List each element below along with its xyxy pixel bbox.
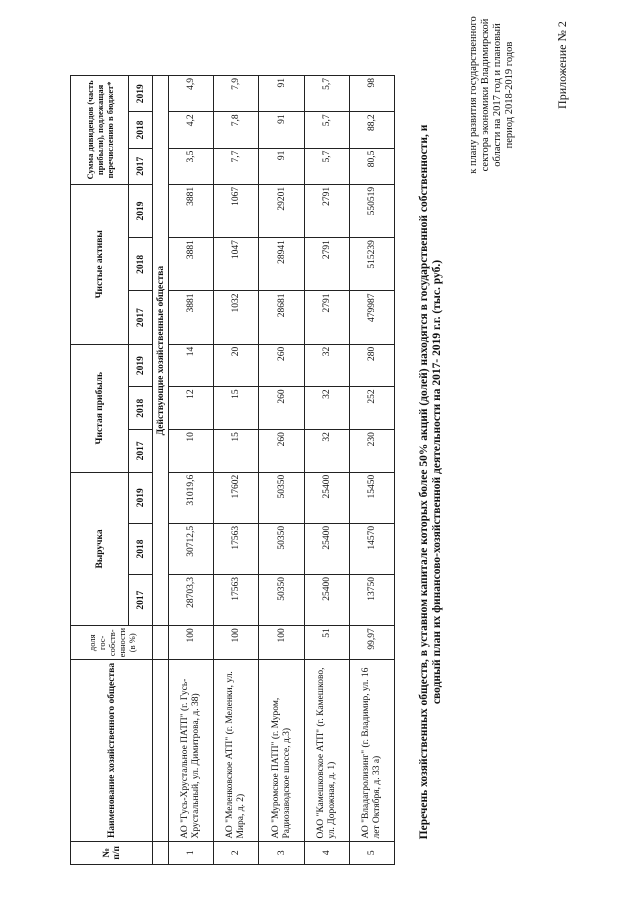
table-row [169, 76, 214, 865]
profit-value: 260 [259, 430, 304, 473]
revenue-value: 14570 [349, 523, 394, 574]
profit-value: 32 [304, 430, 349, 473]
net-assets-value: 1067 [214, 184, 259, 237]
net-assets-value: 479987 [349, 291, 394, 344]
state-share: 51 [304, 626, 349, 660]
net-assets-value: 3881 [169, 291, 214, 344]
state-share: 100 [214, 626, 259, 660]
table-row [349, 76, 394, 865]
year-div-2019: 2019 [129, 76, 153, 112]
profit-value: 12 [169, 387, 214, 430]
section-cell-empty [153, 660, 169, 841]
year-div-2017: 2017 [129, 148, 153, 184]
title-line-2: сводный план их финансово-хозяйственной деятельности на 2017- 2019 г.г. (тыс. руб.) [431, 259, 443, 705]
net-assets-value: 3881 [169, 238, 214, 291]
net-assets-value: 2791 [304, 238, 349, 291]
state-share: 100 [169, 626, 214, 660]
net-assets-value: 3881 [169, 184, 214, 237]
appendix-label: Приложение № 2 [555, 21, 569, 109]
year-revenue-2018: 2018 [129, 523, 153, 574]
revenue-value: 31019,6 [169, 472, 214, 523]
revenue-value: 17563 [214, 523, 259, 574]
header-profit: Чистая прибыль [71, 344, 129, 472]
profit-value: 20 [214, 344, 259, 387]
net-assets-value: 29201 [259, 184, 304, 237]
net-assets-value: 1032 [214, 291, 259, 344]
year-div-2018: 2018 [129, 112, 153, 148]
revenue-value: 25400 [304, 575, 349, 626]
revenue-value: 25400 [304, 472, 349, 523]
revenue-value: 17563 [214, 575, 259, 626]
section-title: Действующие хозяйственные общества [153, 76, 169, 626]
section-cell-empty [153, 841, 169, 864]
net-assets-value: 2791 [304, 184, 349, 237]
revenue-value: 28703,3 [169, 575, 214, 626]
dividend-value: 4,9 [169, 76, 214, 112]
header-assets: Чистые активы [71, 184, 129, 344]
net-assets-value: 1047 [214, 238, 259, 291]
companies-table [70, 75, 395, 865]
table-row [214, 76, 259, 865]
profit-value: 260 [259, 387, 304, 430]
year-profit-2018: 2018 [129, 387, 153, 430]
header-revenue: Выручка [71, 472, 129, 626]
revenue-value: 50350 [259, 575, 304, 626]
dividend-value: 80,5 [349, 148, 394, 184]
header-name: Наименование хозяйственного общества [71, 660, 153, 841]
row-number: 4 [304, 841, 349, 864]
company-name: АО "Владагролизинг" (г. Владимир, ул. 16 лет Октября, д. 33 а) [349, 660, 394, 841]
revenue-value: 13750 [349, 575, 394, 626]
profit-value: 260 [259, 344, 304, 387]
profit-value: 230 [349, 430, 394, 473]
dividend-value: 3,5 [169, 148, 214, 184]
revenue-value: 15450 [349, 472, 394, 523]
revenue-value: 25400 [304, 523, 349, 574]
dividend-value: 91 [259, 148, 304, 184]
dividend-value: 88,2 [349, 112, 394, 148]
year-assets-2019: 2019 [129, 184, 153, 237]
dividend-value: 7,8 [214, 112, 259, 148]
section-row [153, 76, 169, 865]
state-share: 100 [259, 626, 304, 660]
year-assets-2018: 2018 [129, 238, 153, 291]
company-name: ОАО "Камешковское АТП" (г. Камешково, ул. Дорожная, д. 1) [304, 660, 349, 841]
document-title [418, 67, 444, 897]
revenue-value: 17602 [214, 472, 259, 523]
dividend-value: 91 [259, 112, 304, 148]
dividend-value: 7,9 [214, 76, 259, 112]
row-number: 5 [349, 841, 394, 864]
section-cell-empty [153, 626, 169, 660]
appendix-subtitle: к плану развития государственного сектора экономики Владимирской области на 2017 год и плановый период 2018-2019 годов [468, 16, 515, 174]
profit-value: 32 [304, 387, 349, 430]
year-profit-2019: 2019 [129, 344, 153, 387]
profit-value: 252 [349, 387, 394, 430]
dividend-value: 91 [259, 76, 304, 112]
revenue-value: 50350 [259, 472, 304, 523]
revenue-value: 30712,5 [169, 523, 214, 574]
year-profit-2017: 2017 [129, 430, 153, 473]
table-row [259, 76, 304, 865]
net-assets-value: 28941 [259, 238, 304, 291]
profit-value: 15 [214, 430, 259, 473]
header-num: № п/п [71, 841, 153, 864]
header-row-1 [71, 76, 129, 865]
header-dividends: Сумма дивидендов (часть прибыли), подлежащая перечислению в бюджет* [71, 76, 129, 185]
revenue-value: 50350 [259, 523, 304, 574]
company-name: АО "Гусь-Хрустальное ПАТП" (г. Гусь-Хрустальный, ул. Димитрова, д. 38) [169, 660, 214, 841]
profit-value: 280 [349, 344, 394, 387]
profit-value: 32 [304, 344, 349, 387]
title-line-1: Перечень хозяйственных обществ, в уставном капитале которых более 50% акций (долей) находятся в государственной собственности, и [418, 124, 430, 840]
year-assets-2017: 2017 [129, 291, 153, 344]
net-assets-value: 28681 [259, 291, 304, 344]
row-number: 3 [259, 841, 304, 864]
company-name: АО "Муромское ПАТП" (г. Муром, Радиозаводское шоссе, д.3) [259, 660, 304, 841]
year-revenue-2017: 2017 [129, 575, 153, 626]
profit-value: 14 [169, 344, 214, 387]
dividend-value: 5,7 [304, 112, 349, 148]
dividend-value: 5,7 [304, 76, 349, 112]
table-row [304, 76, 349, 865]
dividend-value: 4,2 [169, 112, 214, 148]
row-number: 2 [214, 841, 259, 864]
table-body [169, 76, 395, 865]
dividend-value: 7,7 [214, 148, 259, 184]
year-revenue-2019: 2019 [129, 472, 153, 523]
net-assets-value: 550519 [349, 184, 394, 237]
state-share: 99,97 [349, 626, 394, 660]
company-name: АО "Меленковское АТП" (г. Меленки, ул. Мира, д. 2) [214, 660, 259, 841]
profit-value: 15 [214, 387, 259, 430]
net-assets-value: 515239 [349, 238, 394, 291]
net-assets-value: 2791 [304, 291, 349, 344]
profit-value: 10 [169, 430, 214, 473]
dividend-value: 98 [349, 76, 394, 112]
dividend-value: 5,7 [304, 148, 349, 184]
row-number: 1 [169, 841, 214, 864]
header-share: доля гос-собств-енности (в %) [71, 626, 153, 660]
